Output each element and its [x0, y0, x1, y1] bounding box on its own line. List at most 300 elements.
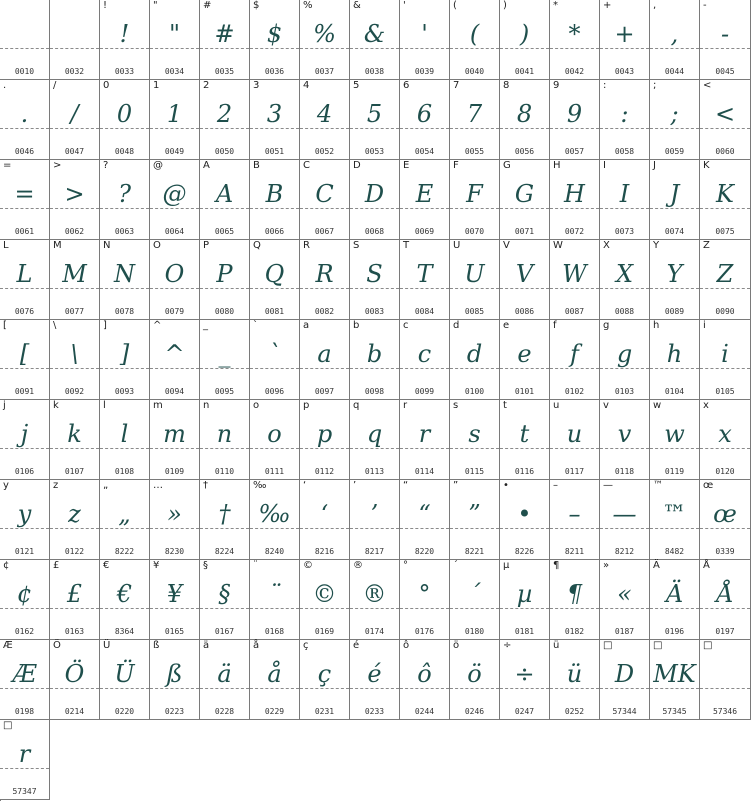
glyph-cell	[100, 160, 150, 240]
glyph-code: 0108	[114, 467, 135, 476]
glyph-label: …	[153, 480, 163, 491]
glyph-sample: +	[614, 20, 635, 48]
glyph-code: 8222	[114, 547, 135, 556]
glyph-label: +	[603, 0, 612, 11]
glyph-label: <	[703, 80, 712, 91]
glyph-code: 0039	[414, 67, 435, 76]
glyph-sample: \	[70, 340, 79, 368]
glyph-cell	[450, 400, 500, 480]
glyph-label: 8	[503, 80, 510, 91]
glyph-label: □	[703, 640, 713, 651]
glyph-code: 0119	[664, 467, 685, 476]
glyph-cell	[450, 640, 500, 720]
glyph-sample: ü	[566, 660, 583, 688]
glyph-label: •	[503, 480, 509, 491]
glyph-cell	[250, 320, 300, 400]
glyph-sample: ?	[118, 180, 131, 208]
glyph-label: Y	[653, 240, 660, 251]
glyph-sample: 6	[416, 100, 433, 128]
glyph-sample: G	[514, 180, 535, 208]
glyph-cell	[350, 0, 400, 80]
glyph-label: :	[603, 80, 607, 91]
glyph-cell	[600, 320, 650, 400]
glyph-code: 0098	[364, 387, 385, 396]
glyph-cell	[600, 0, 650, 80]
glyph-code: 0114	[414, 467, 435, 476]
glyph-label: r	[403, 400, 408, 411]
glyph-sample: s	[468, 420, 481, 448]
glyph-label: j	[3, 400, 6, 411]
glyph-code: 0087	[564, 307, 585, 316]
glyph-code: 0078	[114, 307, 135, 316]
glyph-label: U	[453, 240, 461, 251]
glyph-sample: P	[216, 260, 233, 288]
glyph-cell	[400, 240, 450, 320]
glyph-sample: %	[313, 20, 336, 48]
glyph-label: 4	[303, 80, 310, 91]
glyph-code: 0111	[264, 467, 285, 476]
glyph-cell	[700, 240, 751, 320]
glyph-sample: —	[612, 500, 637, 528]
glyph-code: 8211	[564, 547, 585, 556]
glyph-sample: t	[519, 420, 530, 448]
glyph-cell	[700, 160, 751, 240]
glyph-code: 0066	[264, 227, 285, 236]
glyph-cell	[400, 640, 450, 720]
glyph-label: E	[403, 160, 410, 171]
glyph-label: -	[703, 0, 707, 11]
glyph-code: 0080	[214, 307, 235, 316]
glyph-label: (	[453, 0, 457, 11]
glyph-code: 0117	[564, 467, 585, 476]
glyph-cell	[300, 80, 350, 160]
glyph-label: =	[3, 160, 12, 171]
glyph-code: 0181	[514, 627, 535, 636]
glyph-label: B	[253, 160, 260, 171]
glyph-code: 0072	[564, 227, 585, 236]
glyph-sample: ’	[370, 500, 379, 528]
glyph-code: 0044	[664, 67, 685, 76]
glyph-code: 0116	[514, 467, 535, 476]
glyph-code: 0053	[364, 147, 385, 156]
glyph-code: 0197	[715, 627, 735, 636]
glyph-sample: =	[14, 180, 35, 208]
glyph-label: ä	[203, 640, 210, 651]
glyph-code: 0058	[614, 147, 635, 156]
glyph-label: ’	[353, 480, 357, 491]
glyph-cell	[700, 320, 751, 400]
glyph-code: 57347	[12, 787, 37, 796]
glyph-sample: O	[164, 260, 185, 288]
glyph-cell	[450, 560, 500, 640]
glyph-sample: L	[16, 260, 33, 288]
glyph-code: 0054	[414, 147, 435, 156]
glyph-sample: ”	[468, 500, 481, 528]
glyph-cell	[350, 640, 400, 720]
glyph-sample: 5	[366, 100, 383, 128]
glyph-cell	[550, 160, 600, 240]
glyph-code: 0062	[64, 227, 85, 236]
glyph-sample: k	[67, 420, 82, 448]
glyph-label: c	[403, 320, 409, 331]
glyph-sample: #	[214, 20, 235, 48]
glyph-cell	[350, 480, 400, 560]
glyph-label: 7	[453, 80, 460, 91]
glyph-cell	[550, 80, 600, 160]
glyph-sample: e	[517, 340, 532, 368]
glyph-code: 0163	[64, 627, 85, 636]
glyph-sample: ¶	[566, 580, 583, 608]
glyph-sample: Y	[666, 260, 683, 288]
glyph-sample: b	[366, 340, 383, 368]
glyph-cell	[250, 160, 300, 240]
glyph-code: 0168	[264, 627, 285, 636]
glyph-code: 0076	[14, 307, 35, 316]
glyph-code: 0082	[314, 307, 335, 316]
glyph-code: 0079	[164, 307, 185, 316]
glyph-cell	[550, 560, 600, 640]
glyph-cell	[100, 560, 150, 640]
glyph-sample: ´	[468, 580, 481, 608]
glyph-sample: l	[120, 420, 129, 448]
glyph-sample: q	[366, 420, 383, 448]
glyph-code: 0036	[264, 67, 285, 76]
glyph-cell	[100, 400, 150, 480]
glyph-label: ¶	[553, 560, 560, 571]
glyph-sample: Ö	[64, 660, 85, 688]
glyph-cell	[500, 560, 550, 640]
glyph-label: §	[203, 560, 208, 571]
glyph-sample: 7	[466, 100, 483, 128]
glyph-label: .	[3, 80, 7, 91]
glyph-code: 0115	[464, 467, 485, 476]
glyph-code: 0091	[14, 387, 35, 396]
glyph-label: "	[153, 0, 158, 11]
glyph-code: 0034	[164, 67, 185, 76]
glyph-cell	[700, 480, 751, 560]
glyph-label: 0	[103, 80, 110, 91]
glyph-cell	[250, 480, 300, 560]
glyph-cell	[500, 400, 550, 480]
glyph-label: f	[553, 320, 557, 331]
glyph-cell	[300, 640, 350, 720]
glyph-cell	[450, 0, 500, 80]
glyph-sample: D	[614, 660, 635, 688]
glyph-cell	[700, 400, 751, 480]
glyph-label: Ä	[653, 560, 660, 571]
glyph-sample: å	[267, 660, 282, 688]
glyph-code: 0093	[114, 387, 135, 396]
glyph-sample: •	[517, 500, 532, 528]
glyph-sample: A	[215, 180, 234, 208]
glyph-cell	[150, 240, 200, 320]
glyph-sample: 4	[316, 100, 333, 128]
glyph-label: □	[603, 640, 613, 651]
glyph-code: 0109	[164, 467, 185, 476]
glyph-code: 0095	[214, 387, 235, 396]
glyph-cell	[200, 80, 250, 160]
glyph-code: 0244	[414, 707, 435, 716]
glyph-sample: 0	[116, 100, 133, 128]
glyph-label: T	[403, 240, 410, 251]
glyph-code: 0046	[14, 147, 35, 156]
glyph-cell	[500, 0, 550, 80]
glyph-code: 0090	[715, 307, 735, 316]
glyph-label: @	[153, 160, 163, 171]
glyph-sample: „	[118, 500, 131, 528]
glyph-label: M	[53, 240, 62, 251]
glyph-label: Ö	[53, 640, 61, 651]
glyph-label: P	[203, 240, 210, 251]
glyph-cell	[150, 0, 200, 80]
glyph-sample: J	[669, 180, 680, 208]
glyph-label: 1	[153, 80, 160, 91]
glyph-sample: *	[568, 20, 581, 48]
glyph-cell	[100, 640, 150, 720]
glyph-label: `	[253, 320, 258, 331]
glyph-cell	[450, 240, 500, 320]
glyph-code: 0065	[214, 227, 235, 236]
glyph-code: 0094	[164, 387, 185, 396]
glyph-code: 0071	[514, 227, 535, 236]
glyph-label: ®	[353, 560, 363, 571]
glyph-cell	[0, 240, 50, 320]
glyph-cell	[350, 160, 400, 240]
glyph-cell	[300, 560, 350, 640]
glyph-cell	[450, 160, 500, 240]
glyph-label: J	[653, 160, 656, 171]
glyph-sample: £	[66, 580, 83, 608]
glyph-code: 0107	[64, 467, 85, 476]
glyph-code: 0198	[14, 707, 35, 716]
glyph-label: W	[553, 240, 563, 251]
glyph-label: '	[403, 0, 406, 11]
glyph-sample: m	[163, 420, 186, 448]
glyph-sample: i	[721, 340, 729, 368]
glyph-label: t	[503, 400, 507, 411]
glyph-cell	[550, 480, 600, 560]
glyph-code: 0339	[715, 547, 735, 556]
glyph-cell	[600, 240, 650, 320]
glyph-cell	[550, 640, 600, 720]
glyph-sample: r	[18, 740, 31, 768]
glyph-code: 0169	[314, 627, 335, 636]
glyph-cell	[550, 0, 600, 80]
glyph-sample: M	[62, 260, 87, 288]
glyph-sample: ‰	[258, 500, 291, 528]
glyph-cell	[200, 320, 250, 400]
glyph-sample: h	[666, 340, 683, 368]
glyph-sample: “	[418, 500, 431, 528]
glyph-label: !	[103, 0, 108, 11]
glyph-label: Ü	[103, 640, 111, 651]
glyph-code: 0180	[464, 627, 485, 636]
glyph-cell	[200, 560, 250, 640]
glyph-cell	[50, 640, 100, 720]
glyph-cell	[150, 480, 200, 560]
glyph-sample: 9	[566, 100, 583, 128]
glyph-label: □	[3, 720, 13, 731]
glyph-label: /	[53, 80, 57, 91]
glyph-sample	[50, 14, 99, 54]
glyph-label: u	[553, 400, 560, 411]
glyph-code: 0229	[264, 707, 285, 716]
glyph-cell	[0, 160, 50, 240]
glyph-cell	[200, 0, 250, 80]
glyph-code: 8220	[414, 547, 435, 556]
glyph-sample: ¥	[166, 580, 183, 608]
glyph-code: 0247	[514, 707, 535, 716]
glyph-sample: [	[19, 340, 30, 368]
glyph-sample: W	[562, 260, 587, 288]
glyph-label: »	[603, 560, 610, 571]
glyph-label: >	[53, 160, 62, 171]
glyph-code: 0120	[715, 467, 735, 476]
glyph-cell	[100, 240, 150, 320]
glyph-sample	[0, 14, 49, 54]
glyph-sample: I	[619, 180, 630, 208]
glyph-label: i	[703, 320, 706, 331]
glyph-cell	[400, 400, 450, 480]
glyph-cell	[600, 560, 650, 640]
glyph-code: 8226	[514, 547, 535, 556]
glyph-code: 0048	[114, 147, 135, 156]
glyph-cell	[650, 560, 700, 640]
glyph-cell	[500, 640, 550, 720]
glyph-label: ,	[653, 0, 657, 11]
glyph-code: 0167	[214, 627, 235, 636]
glyph-sample: y	[17, 500, 32, 528]
glyph-code: 0231	[314, 707, 335, 716]
glyph-code: 0050	[214, 147, 235, 156]
glyph-code: 0220	[114, 707, 135, 716]
glyph-cell	[0, 400, 50, 480]
glyph-code: 0069	[414, 227, 435, 236]
glyph-cell	[150, 640, 200, 720]
glyph-code: 0077	[64, 307, 85, 316]
glyph-sample: ,	[670, 20, 679, 48]
glyph-cell	[250, 560, 300, 640]
glyph-sample: E	[415, 180, 434, 208]
glyph-sample: H	[564, 180, 585, 208]
glyph-cell	[250, 0, 300, 80]
glyph-code: 0252	[564, 707, 585, 716]
glyph-label: 3	[253, 80, 260, 91]
glyph-cell	[100, 0, 150, 80]
glyph-sample: –	[568, 500, 581, 528]
glyph-code: 0121	[14, 547, 35, 556]
glyph-cell	[700, 80, 751, 160]
glyph-label: 2	[203, 80, 210, 91]
glyph-cell	[50, 160, 100, 240]
glyph-label: ô	[403, 640, 410, 651]
glyph-label: 6	[403, 80, 410, 91]
glyph-code: 0068	[364, 227, 385, 236]
glyph-label: v	[603, 400, 609, 411]
glyph-sample: N	[114, 260, 135, 288]
glyph-label: G	[503, 160, 511, 171]
glyph-cell	[200, 400, 250, 480]
glyph-cell	[200, 480, 250, 560]
glyph-cell	[650, 240, 700, 320]
glyph-label: ”	[453, 480, 459, 491]
glyph-sample: ÷	[514, 660, 535, 688]
glyph-code: 0096	[264, 387, 285, 396]
glyph-label: ß	[153, 640, 160, 651]
glyph-sample: R	[315, 260, 334, 288]
glyph-label: a	[303, 320, 310, 331]
glyph-label: o	[253, 400, 260, 411]
glyph-label: –	[553, 480, 558, 491]
glyph-sample: $	[266, 20, 283, 48]
glyph-code: 8230	[164, 547, 185, 556]
glyph-code: 0102	[564, 387, 585, 396]
glyph-code: 0047	[64, 147, 85, 156]
glyph-label: I	[603, 160, 606, 171]
glyph-code: 57345	[662, 707, 687, 716]
glyph-cell	[50, 560, 100, 640]
glyph-label: y	[3, 480, 9, 491]
glyph-code: 0103	[614, 387, 635, 396]
glyph-sample: >	[64, 180, 85, 208]
glyph-label: —	[603, 480, 613, 491]
glyph-sample: `	[268, 340, 281, 368]
glyph-code: 0037	[314, 67, 335, 76]
glyph-cell	[200, 640, 250, 720]
glyph-sample: ;	[670, 100, 679, 128]
glyph-label: S	[353, 240, 360, 251]
glyph-code: 0056	[514, 147, 535, 156]
glyph-cell	[0, 480, 50, 560]
glyph-label: &	[353, 0, 361, 11]
glyph-code: 0196	[664, 627, 685, 636]
glyph-code: 0099	[414, 387, 435, 396]
glyph-label: ü	[553, 640, 560, 651]
glyph-cell	[300, 240, 350, 320]
glyph-label: *	[553, 0, 558, 11]
glyph-code: 8212	[614, 547, 635, 556]
glyph-label: R	[303, 240, 310, 251]
glyph-sample: D	[364, 180, 385, 208]
glyph-label: w	[653, 400, 662, 411]
glyph-sample: X	[615, 260, 634, 288]
glyph-cell	[150, 400, 200, 480]
glyph-code: 0038	[364, 67, 385, 76]
glyph-sample: é	[367, 660, 382, 688]
glyph-code: 0060	[715, 147, 735, 156]
glyph-sample: «	[617, 580, 632, 608]
glyph-code: 0063	[114, 227, 135, 236]
glyph-code: 0042	[564, 67, 585, 76]
glyph-sample: œ	[713, 500, 737, 528]
glyph-label: k	[53, 400, 59, 411]
glyph-label: m	[153, 400, 163, 411]
glyph-sample: "	[168, 20, 181, 48]
glyph-code: 0182	[564, 627, 585, 636]
glyph-cell	[50, 240, 100, 320]
glyph-sample: ö	[467, 660, 482, 688]
glyph-cell	[600, 400, 650, 480]
glyph-label: q	[353, 400, 360, 411]
glyph-label: p	[303, 400, 310, 411]
glyph-label: ‘	[303, 480, 307, 491]
glyph-label: ç	[303, 640, 309, 651]
glyph-code: 0113	[364, 467, 385, 476]
glyph-cell	[700, 560, 751, 640]
glyph-label: €	[103, 560, 110, 571]
glyph-sample: F	[466, 180, 483, 208]
glyph-label: ÷	[503, 640, 512, 651]
